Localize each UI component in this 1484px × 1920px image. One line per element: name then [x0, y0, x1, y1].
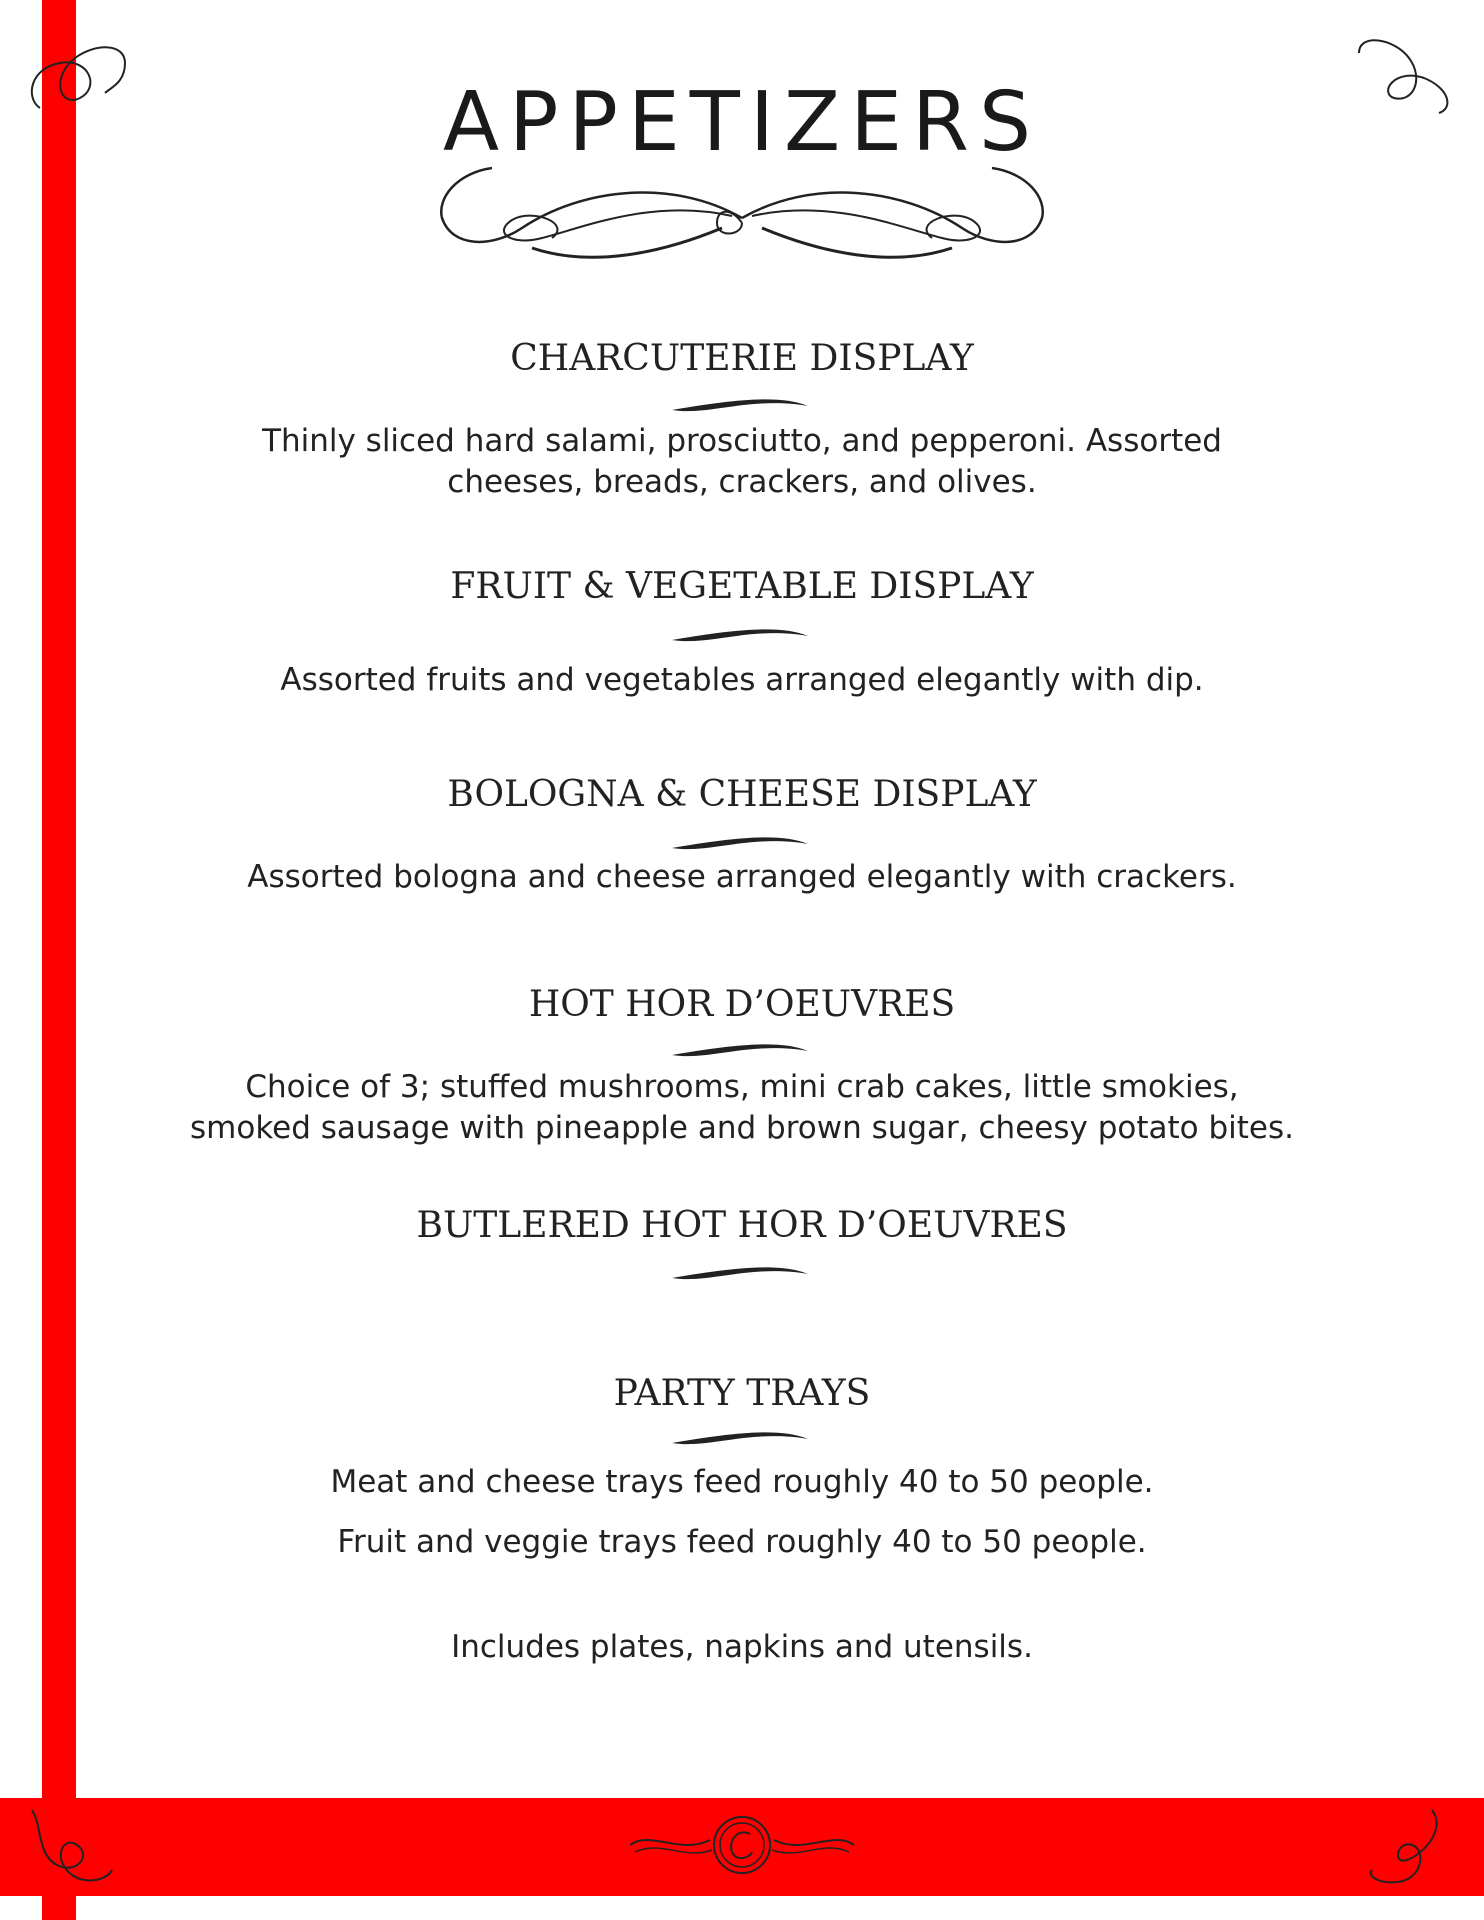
corner-flourish-bottom-left-icon [22, 1800, 132, 1890]
section-desc-line: Thinly sliced hard salami, prosciutto, and pepperoni. Assorted [262, 423, 1222, 459]
section-desc-line: Assorted fruits and vegetables arranged elegantly with dip. [280, 662, 1204, 698]
section-title-bologna-cheese: BOLOGNA & CHEESE DISPLAY [447, 774, 1037, 815]
title-ornament-icon [432, 158, 1052, 270]
swash-divider-icon [670, 1260, 810, 1284]
section-desc-line: Assorted bologna and cheese arranged elegantly with crackers. [247, 859, 1237, 895]
section-title-butlered-hot-hors-doeuvres: BUTLERED HOT HOR D’OEUVRES [416, 1205, 1068, 1246]
monogram-seal-icon [620, 1810, 864, 1880]
page-title: APPETIZERS [442, 75, 1042, 170]
section-title-hot-hors-doeuvres: HOT HOR D’OEUVRES [528, 984, 956, 1025]
section-title-party-trays: PARTY TRAYS [613, 1373, 871, 1414]
swash-divider-icon [670, 1037, 810, 1061]
section-desc-line: smoked sausage with pineapple and brown sugar, cheesy potato bites. [190, 1110, 1294, 1146]
section-desc-line: Fruit and veggie trays feed roughly 40 to 50 people. [337, 1524, 1147, 1560]
section-title-fruit-vegetable: FRUIT & VEGETABLE DISPLAY [450, 566, 1034, 607]
section-desc-line: cheeses, breads, crackers, and olives. [447, 464, 1037, 500]
section-desc-line: Includes plates, napkins and utensils. [451, 1629, 1033, 1665]
section-title-charcuterie: CHARCUTERIE DISPLAY [510, 338, 974, 379]
section-desc-line: Meat and cheese trays feed roughly 40 to 50 people. [330, 1464, 1154, 1500]
swash-divider-icon [670, 622, 810, 646]
swash-divider-icon [670, 392, 810, 416]
corner-flourish-bottom-right-icon [1352, 1800, 1462, 1890]
section-desc-line: Choice of 3; stuffed mushrooms, mini crab cakes, little smokies, [245, 1069, 1239, 1105]
swash-divider-icon [670, 830, 810, 854]
red-border-left [42, 0, 76, 1920]
swash-divider-icon [670, 1425, 810, 1449]
